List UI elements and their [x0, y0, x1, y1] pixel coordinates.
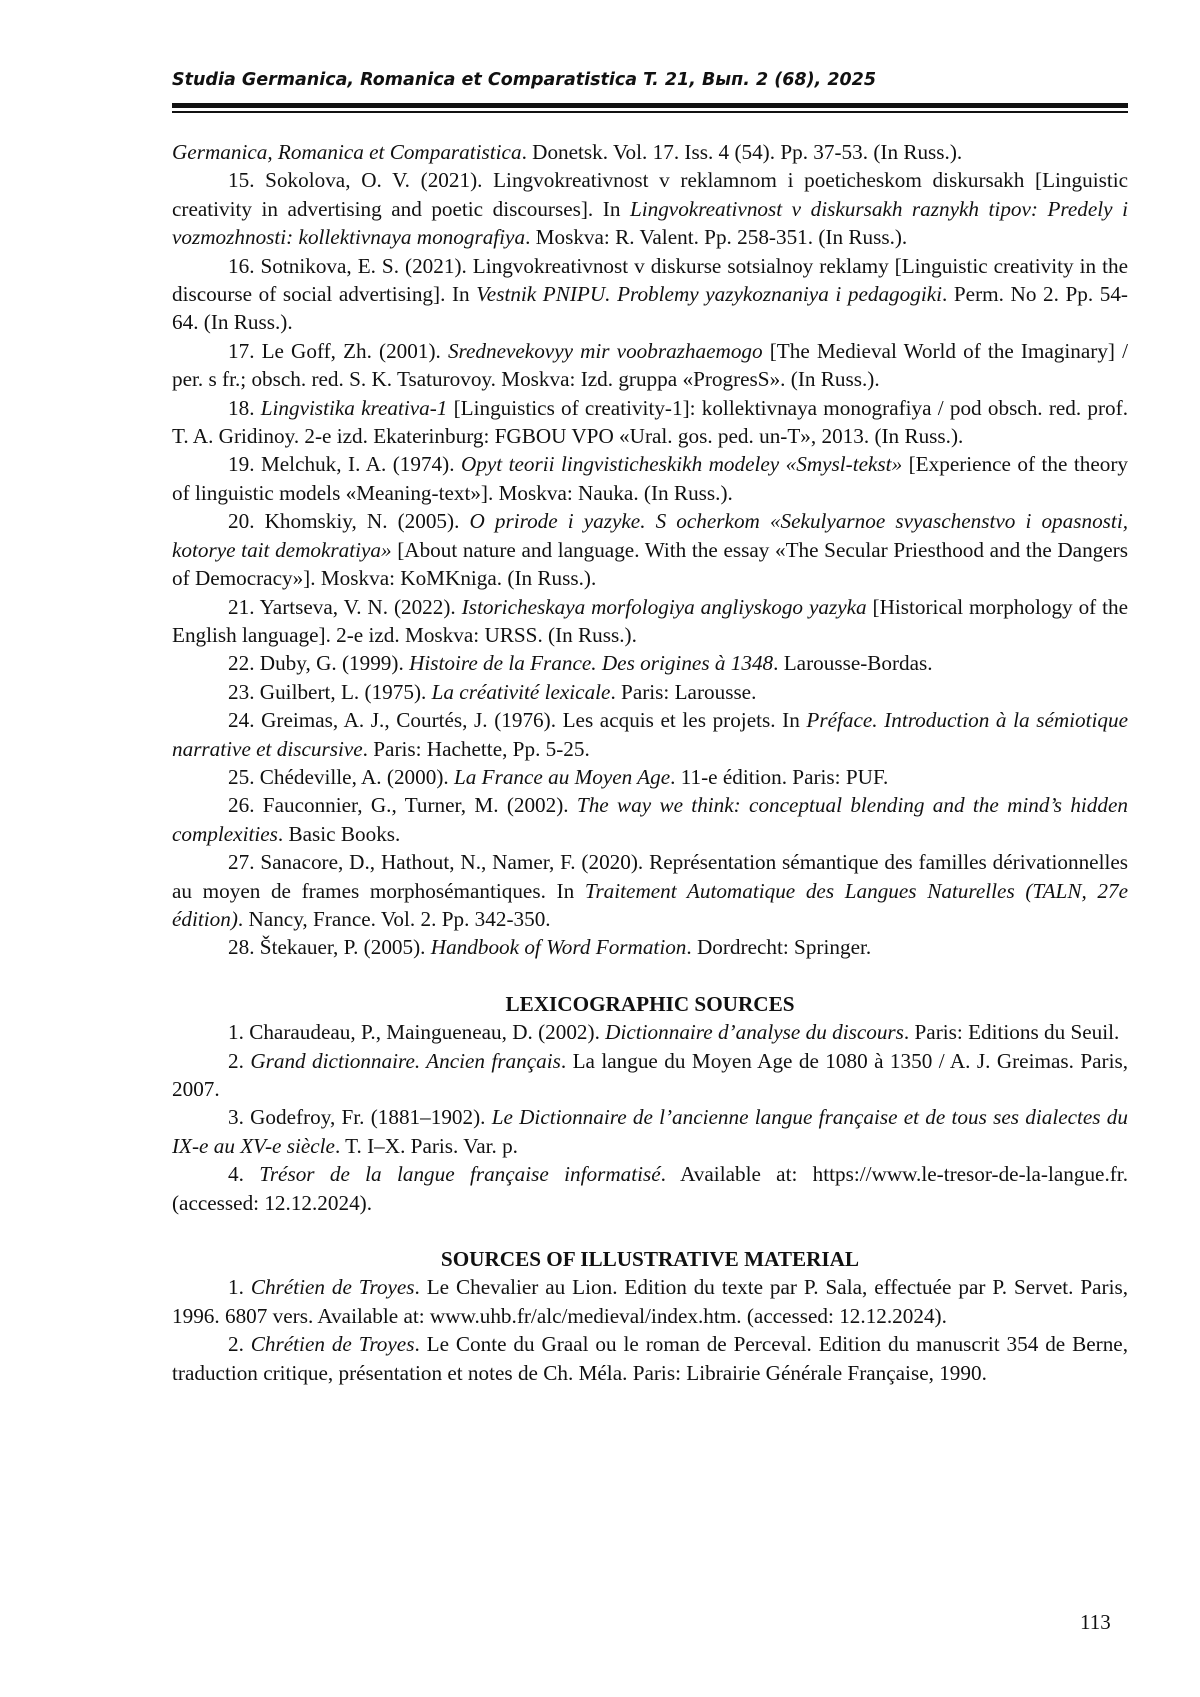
reference-title: Vestnik PNIPU. Problemy yazykoznaniya i pedagogiki: [476, 282, 943, 307]
reference-text: 25. Chédeville, A. (2000).: [228, 764, 454, 789]
section-heading-lexicographic: LEXICOGRAPHIC SOURCES: [505, 991, 795, 1016]
reference-text: . Le Conte du Graal ou le roman de Perceval. Edition du manuscrit 354 de Berne, traduction critique, présentation et notes de Ch. Méla. Paris: Librairie Générale Française, 1990.: [172, 1332, 1128, 1385]
header-rule-thin: [172, 111, 1128, 113]
page-number: 113: [1080, 1610, 1111, 1634]
reference-text: . Larousse-Bordas.: [773, 651, 933, 676]
reference-entry: [172, 1273, 1128, 1330]
reference-text: . Moskva: R. Valent. Pp. 258-351. (In Russ.).: [525, 225, 908, 250]
reference-title: The way we think: conceptual blending and the mind’s hidden complexities: [172, 793, 1128, 846]
reference-title: Traitement Automatique des Langues Naturelles (TALN, 27e édition): [172, 878, 1129, 931]
reference-text: 15. Sokolova, O. V. (2021). Lingvokreativnost v reklamnom i poeticheskom diskursakh [Linguistic creativity in advertising and poetic discourses]. In: [172, 168, 1128, 221]
reference-title: Préface. Introduction à la sémiotique narrative et discursive: [172, 708, 1128, 761]
reference-text: 26. Fauconnier, G., Turner, M. (2002).: [228, 793, 577, 818]
reference-entry: [172, 678, 1128, 706]
reference-text: [About nature and language. With the essay «The Secular Priesthood and the Dangers of Democracy»]. Moskva: KoMKniga. (In Russ.).: [172, 537, 1128, 591]
reference-text: . Le Chevalier au Lion. Edition du texte par P. Sala, effectuée par P. Servet. Paris, 1996. 6807 vers. Available at: www.uhb.fr/alc/medieval/index.htm. (accessed: 12.12.2024).: [172, 1275, 1128, 1328]
reference-title: Opyt teorii lingvisticheskikh modeley «Smysl-tekst»: [460, 452, 903, 477]
reference-title: Srednevekovyy mir voobrazhaemogo: [447, 338, 763, 363]
reference-title: Istoricheskaya morfologiya angliyskogo yazyka: [461, 594, 867, 619]
reference-text: 20. Khomskiy, N. (2005).: [228, 509, 470, 534]
reference-entry: [172, 252, 1128, 337]
reference-text: . Perm. No 2. Pp. 54-64. (In Russ.).: [172, 282, 1128, 335]
lexicographic-sources-list: [172, 1018, 1128, 1217]
reference-title: O prirode i yazyke. S ocherkom «Sekulyarnoe svyaschenstvo i opasnosti, kotorye tait demokratiya»: [172, 509, 1128, 562]
reference-text: . La langue du Moyen Age de 1080 à 1350 / A. J. Greimas. Paris, 2007.: [172, 1048, 1128, 1101]
reference-entry: [172, 649, 1128, 677]
reference-title: Chrétien de Troyes: [250, 1332, 415, 1357]
reference-entry: [172, 1103, 1128, 1160]
reference-title: Grand dictionnaire. Ancien français: [250, 1048, 561, 1073]
reference-entry: [172, 138, 1128, 166]
reference-entry: [172, 166, 1128, 251]
reference-text: 4.: [228, 1162, 260, 1187]
reference-title: Lingvistika kreativa-1: [260, 395, 448, 420]
reference-entry: [172, 1330, 1128, 1387]
reference-entry: [172, 763, 1128, 791]
references-list: [172, 138, 1128, 962]
reference-text: [The Medieval World of the Imaginary] / per. s fr.; obsch. red. S. K. Tsaturovoy. Moskva: Izd. gruppa «ProgresS». (In Russ.).: [172, 338, 1128, 392]
reference-text: . T. I–X. Paris. Var. p.: [334, 1133, 518, 1158]
reference-entry: [172, 337, 1128, 394]
reference-title: Lingvokreativnost v diskursakh raznykh tipov: Predely i vozmozhnosti: kollektivnaya monografiya: [172, 196, 1128, 250]
reference-text: . Paris: Hachette, Pp. 5-25.: [362, 736, 590, 761]
reference-text: 24. Greimas, A. J., Courtés, J. (1976). Les acquis et les projets. In: [228, 708, 807, 733]
reference-entry: [172, 706, 1128, 763]
reference-title: Handbook of Word Formation: [430, 935, 687, 960]
reference-title: Dictionnaire d’analyse du discours: [605, 1020, 904, 1045]
page-body: [172, 138, 1128, 1387]
reference-title: Histoire de la France. Des origines à 1348: [409, 651, 774, 676]
reference-entry: [172, 1018, 1128, 1046]
reference-text: . Basic Books.: [277, 821, 401, 846]
reference-text: 21. Yartseva, V. N. (2022).: [228, 594, 462, 619]
reference-text: . 11-e édition. Paris: PUF.: [670, 764, 889, 789]
journal-header: Studia Germanica, Romanica et Comparatistica T. 21, Вып. 2 (68), 2025: [172, 70, 877, 90]
reference-text: 1. Charaudeau, P., Maingueneau, D. (2002).: [228, 1020, 606, 1045]
reference-text: . Paris: Editions du Seuil.: [903, 1020, 1120, 1045]
reference-text: [Historical morphology of the English language]. 2-e izd. Moskva: URSS. (In Russ.).: [172, 594, 1129, 647]
reference-text: [Experience of the theory of linguistic models «Meaning-text»]. Moskva: Nauka. (In Russ.).: [172, 452, 1128, 505]
reference-entry: [172, 933, 1128, 961]
illustrative-sources-list: [172, 1273, 1128, 1387]
reference-entry: [172, 450, 1128, 507]
reference-entry: [172, 848, 1128, 933]
reference-title: Germanica, Romanica et Comparatistica: [172, 140, 522, 164]
reference-title: Chrétien de Troyes: [250, 1275, 415, 1300]
reference-entry: [172, 1047, 1128, 1104]
reference-text: 19. Melchuk, I. A. (1974).: [228, 452, 461, 477]
reference-entry: [172, 394, 1128, 451]
reference-text: 23. Guilbert, L. (1975).: [228, 679, 432, 704]
reference-text: . Paris: Larousse.: [610, 679, 757, 704]
header-rule-thick: [172, 103, 1128, 108]
reference-entry: [172, 507, 1128, 592]
reference-text: 16. Sotnikova, E. S. (2021). Lingvokreativnost v diskurse sotsialnoy reklamy [Linguistic creativity in the discourse of social advertising]. In: [172, 253, 1128, 307]
section-heading-illustrative: SOURCES OF ILLUSTRATIVE MATERIAL: [440, 1247, 860, 1272]
reference-title: Le Dictionnaire de l’ancienne langue française et de tous ses dialectes du IX-e au XV-e siècle: [172, 1105, 1128, 1158]
reference-text: 2.: [228, 1048, 251, 1073]
reference-text: . Donetsk. Vol. 17. Iss. 4 (54). Pp. 37-53. (In Russ.).: [521, 140, 963, 164]
reference-title: La créativité lexicale: [431, 679, 611, 704]
reference-entry: [172, 1160, 1128, 1217]
reference-text: . Dordrecht: Springer.: [686, 935, 872, 960]
reference-title: La France au Moyen Age: [453, 764, 671, 789]
reference-text: 27. Sanacore, D., Hathout, N., Namer, F. (2020). Représentation sémantique des familles dérivationnelles au moyen de frames morphosémantiques. In: [172, 850, 1128, 903]
reference-text: 17. Le Goff, Zh. (2001).: [228, 338, 448, 363]
reference-text: 1.: [228, 1275, 251, 1300]
reference-text: 28. Štekauer, P. (2005).: [228, 935, 431, 960]
reference-text: 22. Duby, G. (1999).: [228, 651, 410, 676]
reference-entry: [172, 593, 1128, 650]
reference-text: [Linguistics of creativity-1]: kollektivnaya monografiya / pod obsch. red. prof. T. A. Gridinoy. 2-e izd. Ekaterinburg: FGBOU VPO «Ural. gos. ped. un-T», 2013. (In Russ.).: [172, 395, 1128, 449]
reference-text: 18.: [228, 395, 261, 420]
reference-entry: [172, 791, 1128, 848]
reference-text: . Nancy, France. Vol. 2. Pp. 342-350.: [237, 906, 551, 931]
reference-title: Trésor de la langue française informatisé: [259, 1162, 661, 1187]
reference-text: 3. Godefroy, Fr. (1881–1902).: [228, 1105, 492, 1130]
reference-text: 2.: [228, 1332, 251, 1357]
reference-text: . Available at: https://www.le-tresor-de-la-langue.fr. (accessed: 12.12.2024).: [172, 1162, 1128, 1215]
